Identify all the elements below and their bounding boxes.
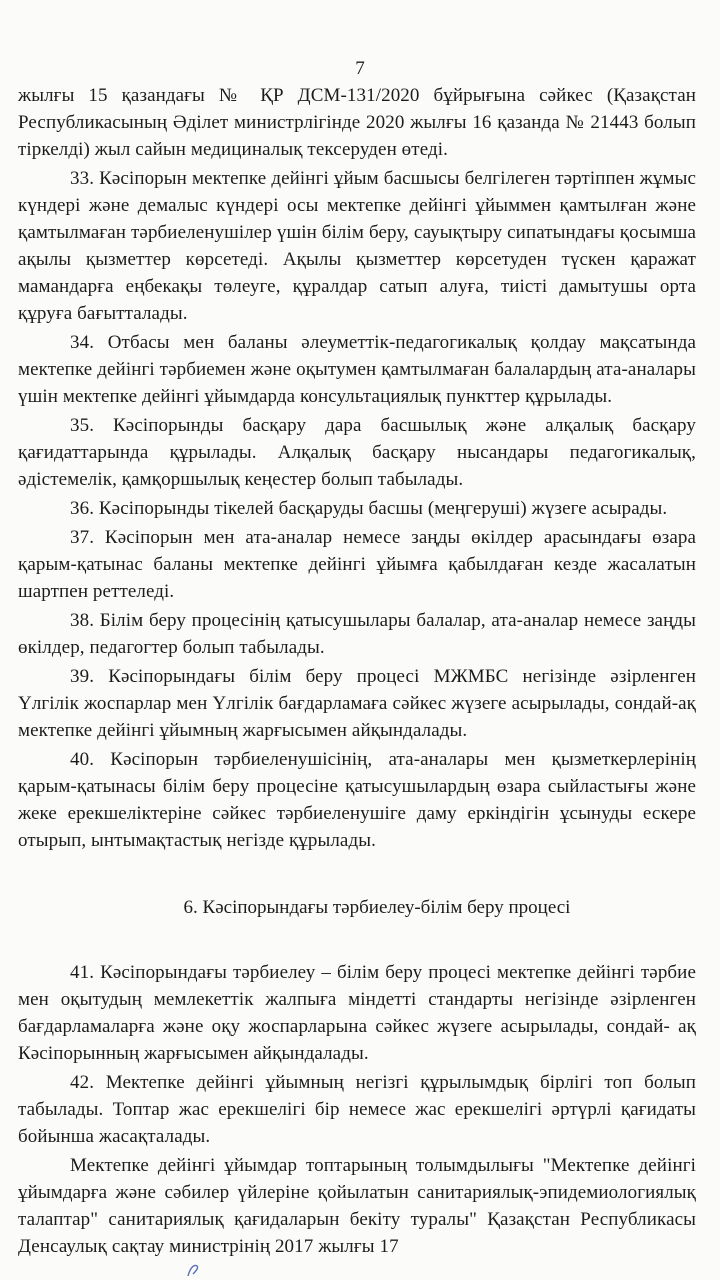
- paragraph-36: 36. Кәсіпорынды тікелей басқаруды басшы (меңгеруші) жүзеге асырады.: [70, 498, 668, 519]
- paragraph-group-completeness: Мектепке дейінгі ұйымдар топтарының толымдылығы "Мектепке дейінгі ұйымдарға және сәбилер үйлеріне қойылатын санитариялық-эпидемиологиялық талаптар" санитариялық қағидаларын бекіту туралы" Қазақстан Республикасы Денсаулық сақтау министрінің 2017 жылғы 17: [18, 1155, 696, 1257]
- document-body: [18, 82, 696, 1262]
- section-heading: 6. Кәсіпорындағы тәрбиелеу-білім беру процесі: [183, 897, 571, 918]
- paragraph-41: 41. Кәсіпорындағы тәрбиелеу – білім беру процесі мектепке дейінгі тәрбие мен оқытудың мемлекеттік жалпыға міндетті стандарты негізінде әзірленген бағдарламаларға және оқу жоспарларына сәйкес жүзеге асырылады, сондай- ақ Кәсіпорынның жарғысымен айқындалады.: [18, 962, 696, 1064]
- paragraph-39: 39. Кәсіпорындағы білім беру процесі МЖМБС негізінде әзірленген Үлгілік жоспарлар мен Үлгілік бағдарламаға сәйкес жүзеге асырылады, сондай-ақ мектепке дейінгі ұйымның жарғысымен айқындалады.: [18, 666, 696, 741]
- paragraph-35: 35. Кәсіпорынды басқару дара басшылық және алқалық басқару қағидаттарында құрылады. Алқалық басқару нысандары педагогикалық, әдістемелік, қамқоршылық кеңестер болып табылады.: [18, 415, 696, 490]
- paragraph-37: 37. Кәсіпорын мен ата-аналар немесе заңды өкілдер арасындағы өзара қарым-қатынас баланы мектепке дейінгі ұйымға қабылдаған кезде жасалатын шартпен реттеледі.: [18, 527, 696, 602]
- paragraph-40: 40. Кәсіпорын тәрбиеленушісінің, ата-аналары мен қызметкерлерінің қарым-қатынасы білім беру процесіне қатысушылардың өзара сыйластығы және жеке ерекшеліктеріне сәйкес тәрбиеленушіге даму еркіндігін ұсынуды ескере отырып, ынтымақтастық негізде құрылады.: [18, 749, 696, 851]
- paragraph-continuation: жылғы 15 қазандағы № ҚР ДСМ-131/2020 бұйрығына сәйкес (Қазақстан Республикасының Әділет министрлігінде 2020 жылғы 16 қазанда № 21443 болып тіркелді) жыл сайын медициналық тексеруден өтеді.: [18, 85, 696, 160]
- paragraph-42: 42. Мектепке дейінгі ұйымның негізгі құрылымдық бірлігі топ болып табылады. Топтар жас ерекшелігі бір немесе жас ерекшелігі әртүрлі қағидаты бойынша жасақталады.: [18, 1072, 696, 1147]
- pen-mark-icon: [185, 1262, 205, 1278]
- paragraph-34: 34. Отбасы мен баланы әлеуметтік-педагогикалық қолдау мақсатында мектепке дейінгі тәрбиемен және оқытумен қамтылмаған балалардың ата-аналары үшін мектепке дейінгі ұйымдарда консультациялық пункттер құрылады.: [18, 332, 696, 407]
- page-number: 7: [355, 58, 365, 79]
- paragraph-33: 33. Кәсіпорын мектепке дейінгі ұйым басшысы белгілеген тәртіппен жұмыс күндері және демалыс күндері осы мектепке дейінгі ұйыммен қамтылған және қамтылмаған тәрбиеленушілер үшін білім беру, сауықтыру сипатындағы қосымша ақылы қызметтер көрсетеді. Ақылы қызметтер көрсетуден түскен қаражат мамандарға еңбекақы төлеуге, құралдар сатып алуға, тиісті дамытушы орта құруға бағытталады.: [18, 168, 696, 324]
- paragraph-38: 38. Білім беру процесінің қатысушылары балалар, ата-аналар немесе заңды өкілдер, педагогтер болып табылады.: [18, 610, 696, 658]
